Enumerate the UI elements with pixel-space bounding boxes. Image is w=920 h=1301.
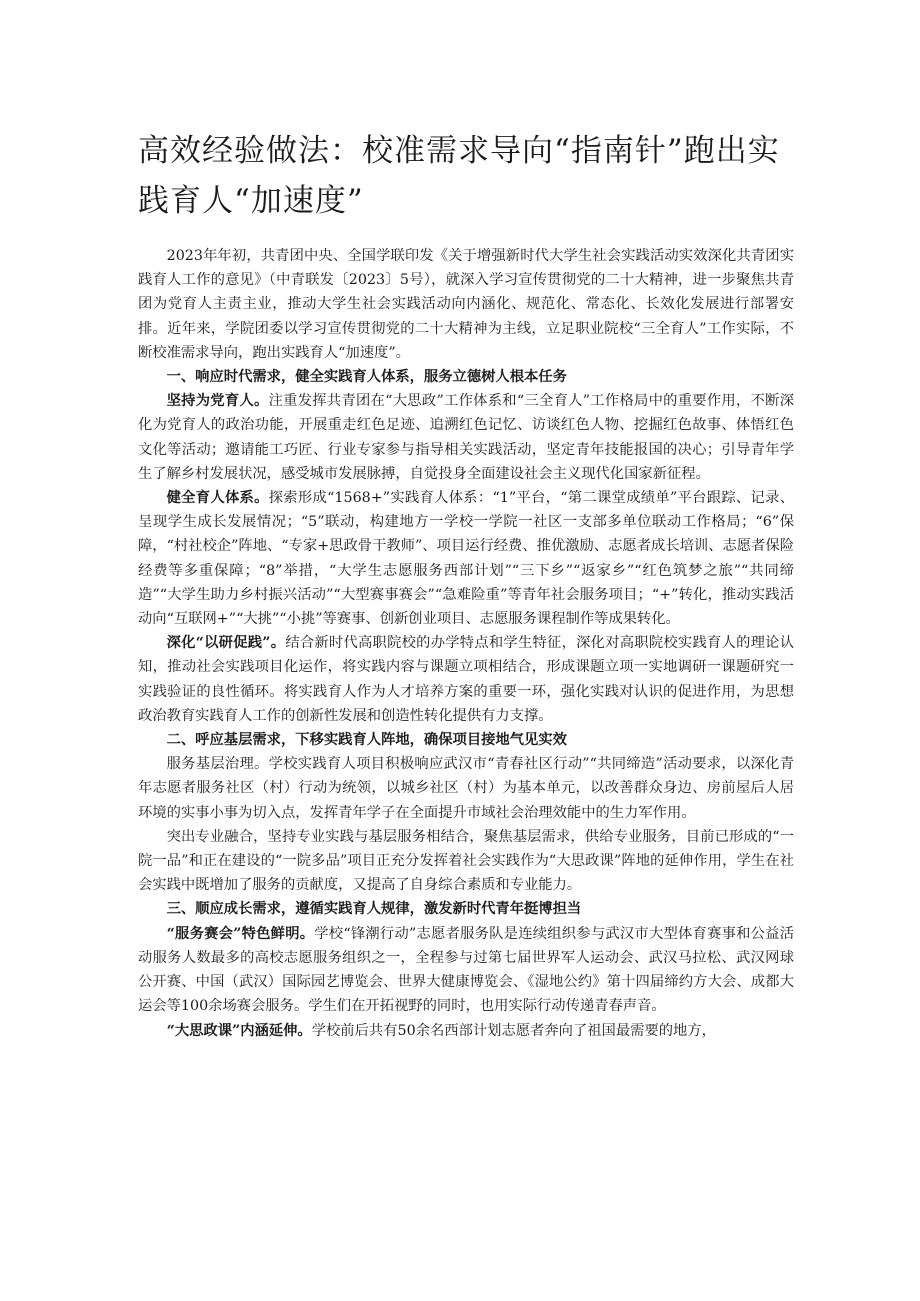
body-paragraph xyxy=(138,922,794,1019)
paragraph-lead: “服务赛会”特色鲜明。 xyxy=(166,925,315,942)
paragraph-text: 2023年年初，共青团中央、全国学联印发《关于增强新时代大学生社会实践活动实效深化共青团实践育人工作的意见》（中青联发〔2023〕5号），就深入学习宣传贯彻党的二十大精神，进一步聚焦共青团为党育人主责主业，推动大学生社会实践活动向内涵化、规范化、常态化、长效化发展进行部署安排。近年来，学院团委以学习宣传贯彻党的二十大精神为主线，立足职业院校“三全育人”工作实际，不断校准需求导向，跑出实践育人“加速度”。 xyxy=(138,248,794,361)
paragraph-text: 突出专业融合，坚持专业实践与基层服务相结合，聚焦基层需求，供给专业服务，目前已形成的“一院一品”和正在建设的“一院多品”项目正充分发挥着社会实践作为“大思政课”阵地的延伸作用，学生在社会实践中既增加了服务的贡献度，又提高了自身综合素质和专业能力。 xyxy=(138,828,794,894)
paragraph-text: 结合新时代高职院校的办学特点和学生特征，深化对高职院校实践育人的理论认知，推动社会实践项目化运作，将实践内容与课题立项相结合，形成课题立项一实地调研一课题研究一实践验证的良性循环。将实践育人作为人才培养方案的重要一环，强化实践对认识的促进作用，为思想政治教育实践育人工作的创新性发展和创造性转化提供有力支撑。 xyxy=(138,635,794,724)
paragraph-text: 探索形成“1568+”实践育人体系：“1”平台，“第二课堂成绩单”平台跟踪、记录、呈现学生成长发展情况；“5”联动，构建地方一学校一学院一社区一支部多单位联动工作格局；“6”保障，“村社校企”阵地、“专家+思政骨干教师”、项目运行经费、推优激励、志愿者成长培训、志愿者保险经费等多重保障；“8”举措，“大学生志愿服务西部计划”“三下乡”“返家乡”“红色筑梦之旅”“共同缔造”“大学生助力乡村振兴活动”“大型赛事赛会”“急难险重”等青年社会服务项目；“+”转化，推动实践活动向“互联网+”“大挑”“小挑”等赛事、创新创业项目、志愿服务课程制作等成果转化。 xyxy=(138,490,794,628)
section-heading xyxy=(138,365,794,389)
body-paragraph xyxy=(138,825,794,898)
paragraph-text: 学校前后共有50余名西部计划志愿者奔向了祖国最需要的地方， xyxy=(311,1022,716,1039)
section-heading xyxy=(138,897,794,921)
paragraph-lead: “大思政课”内涵延伸。 xyxy=(166,1022,312,1039)
body-paragraph xyxy=(138,486,794,631)
body-paragraph xyxy=(138,631,794,728)
paragraph-lead: 坚持为党育人。 xyxy=(166,393,269,410)
document-page xyxy=(138,126,794,1043)
document-body xyxy=(138,244,794,1043)
paragraph-text: 服务基层治理。学校实践育人项目积极响应武汉市“青春社区行动”“共同缔造”活动要求，以深化青年志愿者服务社区（村）行动为统领，以城乡社区（村）为基本单元，以改善群众身边、房前屋后人居环境的实事小事为切入点，发挥青年学子在全面提升市域社会治理效能中的生力军作用。 xyxy=(138,756,794,821)
paragraph-lead: 深化“以研促践”。 xyxy=(166,635,286,652)
body-paragraph xyxy=(138,752,794,825)
paragraph-text: 学校“锋潮行动”志愿者服务队是连续组织参与武汉市大型体育赛事和公益活动服务人数最多的高校志愿服务组织之一，全程参与过第七届世界军人运动会、武汉马拉松、武汉网球公开赛、中国（武汉）国际园艺博览会、世界大健康博览会、《湿地公约》第十四届缔约方大会、成都大运会等100余场赛会服务。学生们在开拓视野的同时，也用实际行动传递青春声音。 xyxy=(138,925,794,1015)
body-paragraph xyxy=(138,389,794,486)
body-paragraph xyxy=(138,244,794,365)
paragraph-lead: 健全育人体系。 xyxy=(166,490,269,507)
body-paragraph xyxy=(138,1019,794,1043)
section-heading xyxy=(138,728,794,752)
paragraph-text: 一、响应时代需求，健全实践育人体系，服务立德树人根本任务 xyxy=(166,369,567,386)
paragraph-text: 二、呼应基层需求，下移实践育人阵地，确保项目接地气见实效 xyxy=(166,732,567,749)
paragraph-text: 注重发挥共青团在“大思政”工作体系和“三全育人”工作格局中的重要作用，不断深化为党育人的政治功能，开展重走红色足迹、追溯红色记忆、访谈红色人物、挖掘红色故事、体悟红色文化等活动；邀请能工巧匠、行业专家参与指导相关实践活动，坚定青年技能报国的决心；引导青年学生了解乡村发展状况，感受城市发展脉搏，自觉投身全面建设社会主义现代化国家新征程。 xyxy=(138,393,795,482)
paragraph-text: 三、顺应成长需求，遵循实践育人规律，激发新时代青年挺博担当 xyxy=(166,901,582,918)
document-title: 高效经验做法：校准需求导向“指南针”跑出实践育人“加速度” xyxy=(138,133,780,219)
